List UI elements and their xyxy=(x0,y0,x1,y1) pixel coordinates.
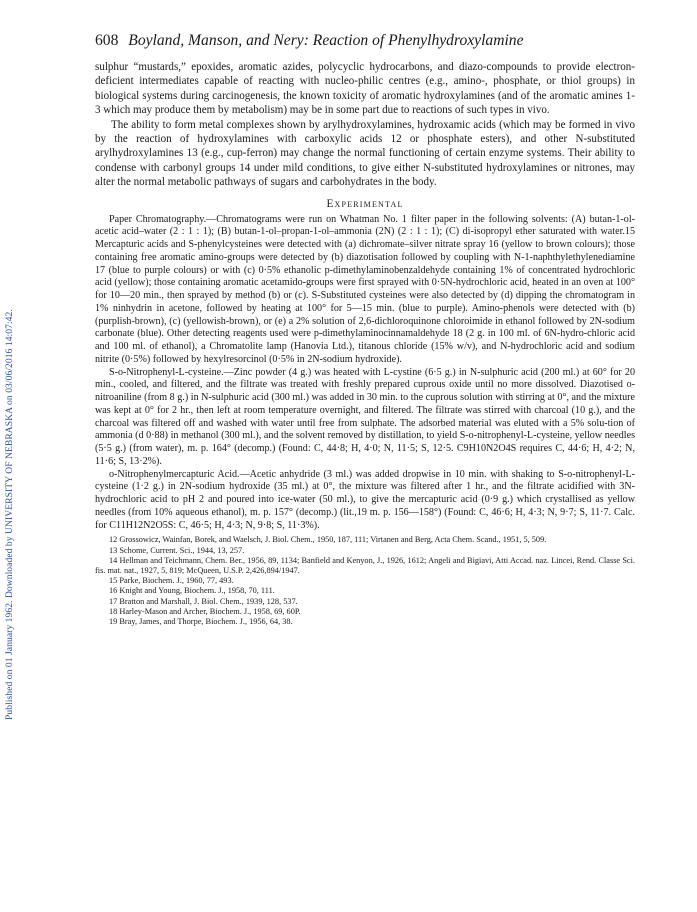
download-watermark-text: Published on 01 January 1962. Downloaded by UNIVERSITY OF NEBRASKA on 03/06/2016 14:07:42. xyxy=(4,309,15,720)
footnote: 14 Hellman and Teichmann, Chem. Ber., 1956, 89, 1134; Banfield and Kenyon, J., 1926, 1612; Angeli and Bigiavi, Atti Accad. naz. Lincei, Rend. Classe Sci. fis. mat. nat., 1927, 5, 819; McQueen, U.S.P. 2,426,894/1947. xyxy=(95,555,635,576)
footnote: 18 Harley-Mason and Archer, Biochem. J., 1958, 69, 60P. xyxy=(109,606,301,616)
experimental-paragraph: Paper Chromatography.—Chromatograms were run on Whatman No. 1 filter paper in the following solvents: (A) butan-1-ol-acetic acid–water (2 : 1 : 1); (B) butan-1-ol–propan-1-ol–ammonia (2N) (2 : 1 : 1); (C) di-isopropyl ether saturated with water.15 Mercapturic acids and S-phenylcysteines were detected with (a) dichromate–silver nitrate spray 16 (yellow to brown colours); those containing free aromatic amino-groups were detected by (b) diazotisation followed by coupling with N-1-naphthylethylenediamine 17 (blue to purple colours) or with (c) 0·5% ethanolic p-dimethylaminobenzaldehyde containing 1% of concentrated hydrochloric acid (yellow); those containing aromatic acetamido-groups were first sprayed with 0·5N-hydrochloric acid, heated in an oven at 100° for 10—20 min., then sprayed by method (b) or (c). S-Substituted cysteines were also detected by (d) dipping the chromatogram in 1% ninhydrin in acetone, followed by heating at 100° for 5—15 min. (blue to purple). Amino-phenols were detected with (b) (purplish-brown), (c) (yellowish-brown), or (e) a 2% solution of 2,6-dichloroquinone chloroimide in ethanol followed by 2N-sodium carbonate (blue). Other detecting reagents used were p-dimethylaminocinnamaldehyde 18 (2 g. in 100 ml. of 6N-hydro-chloric acid and 100 ml. of ethanol), a Chromatolite lamp (Hanovia Ltd.), titanous chloride (15% w/v), and N-hydrochloric acid and sodium nitrite (0·5%) followed by hexylresorcinol (0·5% in 2N-sodium hydroxide). xyxy=(95,213,635,365)
journal-page xyxy=(95,32,635,627)
section-heading: Experimental xyxy=(326,197,404,210)
footnote: 12 Grossowicz, Wainfan, Borek, and Waelsch, J. Biol. Chem., 1950, 187, 111; Virtanen and Berg, Acta Chem. Scand., 1951, 5, 509. xyxy=(109,535,547,545)
footnote: 16 Knight and Young, Biochem. J., 1958, 70, 111. xyxy=(109,586,275,596)
intro-paragraph: sulphur “mustards,” epoxides, aromatic azides, polycyclic hydrocarbons, and diazo-compounds to provide electron-deficient intermediates capable of reacting with nucleo-philic centres (e.g., amino-, phosphate, or thiol groups) in biological systems during carcinogenesis, the known toxicity of aromatic hydroxylamines (and of the aromatic amines 1-3 which may produce them by metabolism) may be in some part due to reactions of such types in vivo. xyxy=(95,61,635,117)
intro-paragraph: The ability to form metal complexes shown by arylhydroxylamines, hydroxamic acids (which may be formed in vivo by the reaction of hydroxylamines with carboxylic acids 12 or phosphate esters), and other N-substituted arylhydroxylamines 13 (e.g., cup-ferron) may change the normal functioning of certain enzyme systems. Their ability to condense with carbonyl groups 14 under mild conditions, to give either N-substituted hydroxylamines or nitrones, may alter the normal metabolic pathways of sugars and carbohydrates in the body. xyxy=(95,118,635,189)
running-title: Boyland, Manson, and Nery: Reaction of Phenylhydroxylamine xyxy=(128,32,524,49)
footnotes xyxy=(95,535,635,627)
footnote: 15 Parke, Biochem. J., 1960, 77, 493. xyxy=(109,576,234,586)
running-header xyxy=(95,32,635,50)
download-watermark xyxy=(4,120,16,720)
experimental-paragraph: S-o-Nitrophenyl-L-cysteine.—Zinc powder (4 g.) was heated with L-cystine (6·5 g.) in N-sulphuric acid (200 ml.) at 60° for 20 min., cooled, and filtered, and the filtrate was treated with freshly prepared cuprous oxide until no more dissolved. Diazotised o-nitroaniline (from 8 g.) in N-sulphuric acid (300 ml.) was added in 30 min. to the cuprous solution with stirring at 0°, and the mixture was kept at 0° for 2 hr., then left at room temperature overnight, and filtered. The filtrate was stirred with charcoal (10 g.), and the charcoal was filtered off and washed with water until free from sulphate. The adsorbed material was eluted with a 5% solu-tion of ammonia (d 0·88) in methanol (300 ml.), and the solvent removed by distillation, to yield S-o-nitrophenyl-L-cysteine, yellow needles (5·5 g.) (from water), m. p. 164° (decomp.) (Found: C, 44·8; H, 4·0; N, 11·5; S, 12·5. C9H10N2O4S requires C, 44·6; H, 4·2; N, 11·6; S, 13·2%). xyxy=(95,366,635,467)
footnote: 17 Bratton and Marshall, J. Biol. Chem., 1939, 128, 537. xyxy=(109,596,298,606)
experimental-paragraph: o-Nitrophenylmercapturic Acid.—Acetic anhydride (3 ml.) was added dropwise in 10 min. with shaking to S-o-nitrophenyl-L-cysteine (1·2 g.) in 2N-sodium hydroxide (35 ml.) at 0°, the mixture was filtered after 1 hr., and the filtrate acidified with 3N-hydrochloric acid to pH 2 and poured into ice-water (50 ml.), to give the mercapturic acid (0·9 g.) which crystallised as yellow needles (from 10% aqueous ethanol), m. p. 157° (decomp.) (lit.,19 m. p. 156—158°) (Found: C, 46·6; H, 4·3; N, 9·7; S, 11·7. Calc. for C11H12N2O5S: C, 46·5; H, 4·3; N, 9·8; S, 11·3%). xyxy=(95,468,635,531)
page-number: 608 xyxy=(95,32,119,49)
footnote: 13 Schome, Current. Sci., 1944, 13, 257. xyxy=(109,545,245,555)
footnote: 19 Bray, James, and Thorpe, Biochem. J., 1956, 64, 38. xyxy=(109,617,293,627)
